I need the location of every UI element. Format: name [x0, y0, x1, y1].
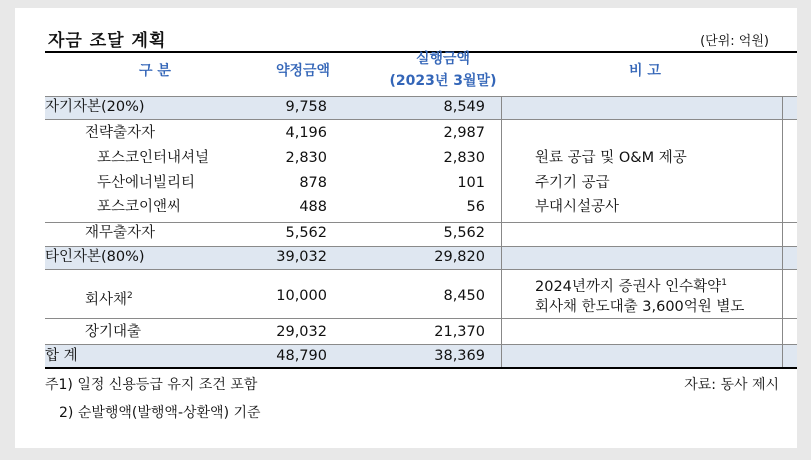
row-committed: 2,830: [285, 150, 327, 166]
row-remarks-text: 2024년까지 증권사 인수확약: [535, 279, 722, 295]
row-label: 장기대출: [85, 324, 142, 340]
row-committed: 878: [299, 175, 327, 191]
footnote-marker: 1: [721, 278, 727, 288]
row-label-text: 회사채: [85, 292, 128, 308]
document-card: [15, 8, 797, 448]
header-remarks: 비 고: [629, 63, 661, 79]
row-executed: 21,370: [434, 324, 485, 340]
row-remarks: 주기기 공급: [535, 175, 610, 191]
row-committed: 10,000: [276, 288, 327, 304]
row-executed: 5,562: [443, 225, 485, 241]
row-rule: [45, 318, 797, 319]
col-divider: [782, 96, 783, 368]
table-title: 자금 조달 계획: [48, 31, 167, 51]
row-committed: 5,562: [285, 225, 327, 241]
header-executed-date: (2023년 3월말): [389, 73, 497, 89]
source-note: 자료: 동사 제시: [684, 377, 779, 393]
header-executed: 실행금액: [415, 51, 471, 67]
row-label: 타인자본(80%): [45, 249, 145, 265]
row-executed: 101: [457, 175, 485, 191]
row-remarks: 부대시설공사: [535, 199, 620, 215]
unit-label: (단위: 억원): [700, 34, 769, 49]
footnote-marker: 2: [127, 291, 133, 301]
row-executed: 29,820: [434, 249, 485, 265]
row-committed: 488: [299, 199, 327, 215]
row-committed: 9,758: [285, 99, 327, 115]
row-executed: 2,987: [443, 125, 485, 141]
footnote-1: 주1) 일정 신용등급 유지 조건 포함: [45, 377, 258, 393]
bottom-rule: [45, 367, 797, 369]
row-remarks: 원료 공급 및 O&M 제공: [535, 150, 687, 166]
row-committed: 4,196: [285, 125, 327, 141]
row-executed: 2,830: [443, 150, 485, 166]
header-category: 구 분: [139, 63, 171, 79]
row-executed: 56: [466, 199, 485, 215]
row-label: 전략출자자: [85, 125, 156, 141]
row-label: 포스코인터내셔널: [97, 150, 210, 166]
row-label: [85, 287, 133, 309]
row-executed-total: 38,369: [434, 348, 485, 364]
row-remarks: [535, 274, 727, 296]
row-rule: [45, 222, 797, 223]
row-label: 자기자본(20%): [45, 99, 145, 115]
row-remarks-line2: 회사채 한도대출 3,600억원 별도: [535, 299, 745, 315]
row-label: 두산에너빌리티: [97, 175, 196, 191]
row-committed-total: 48,790: [276, 348, 327, 364]
row-committed: 39,032: [276, 249, 327, 265]
row-label-total: 합 계: [45, 348, 78, 364]
header-committed: 약정금액: [275, 63, 331, 79]
row-label: 재무출자자: [85, 225, 156, 241]
row-committed: 29,032: [276, 324, 327, 340]
row-label: 포스코이앤씨: [97, 199, 182, 215]
footnote-2: 2) 순발행액(발행액-상환액) 기준: [59, 405, 261, 421]
row-executed: 8,549: [443, 99, 485, 115]
col-divider: [501, 96, 502, 368]
row-executed: 8,450: [443, 288, 485, 304]
